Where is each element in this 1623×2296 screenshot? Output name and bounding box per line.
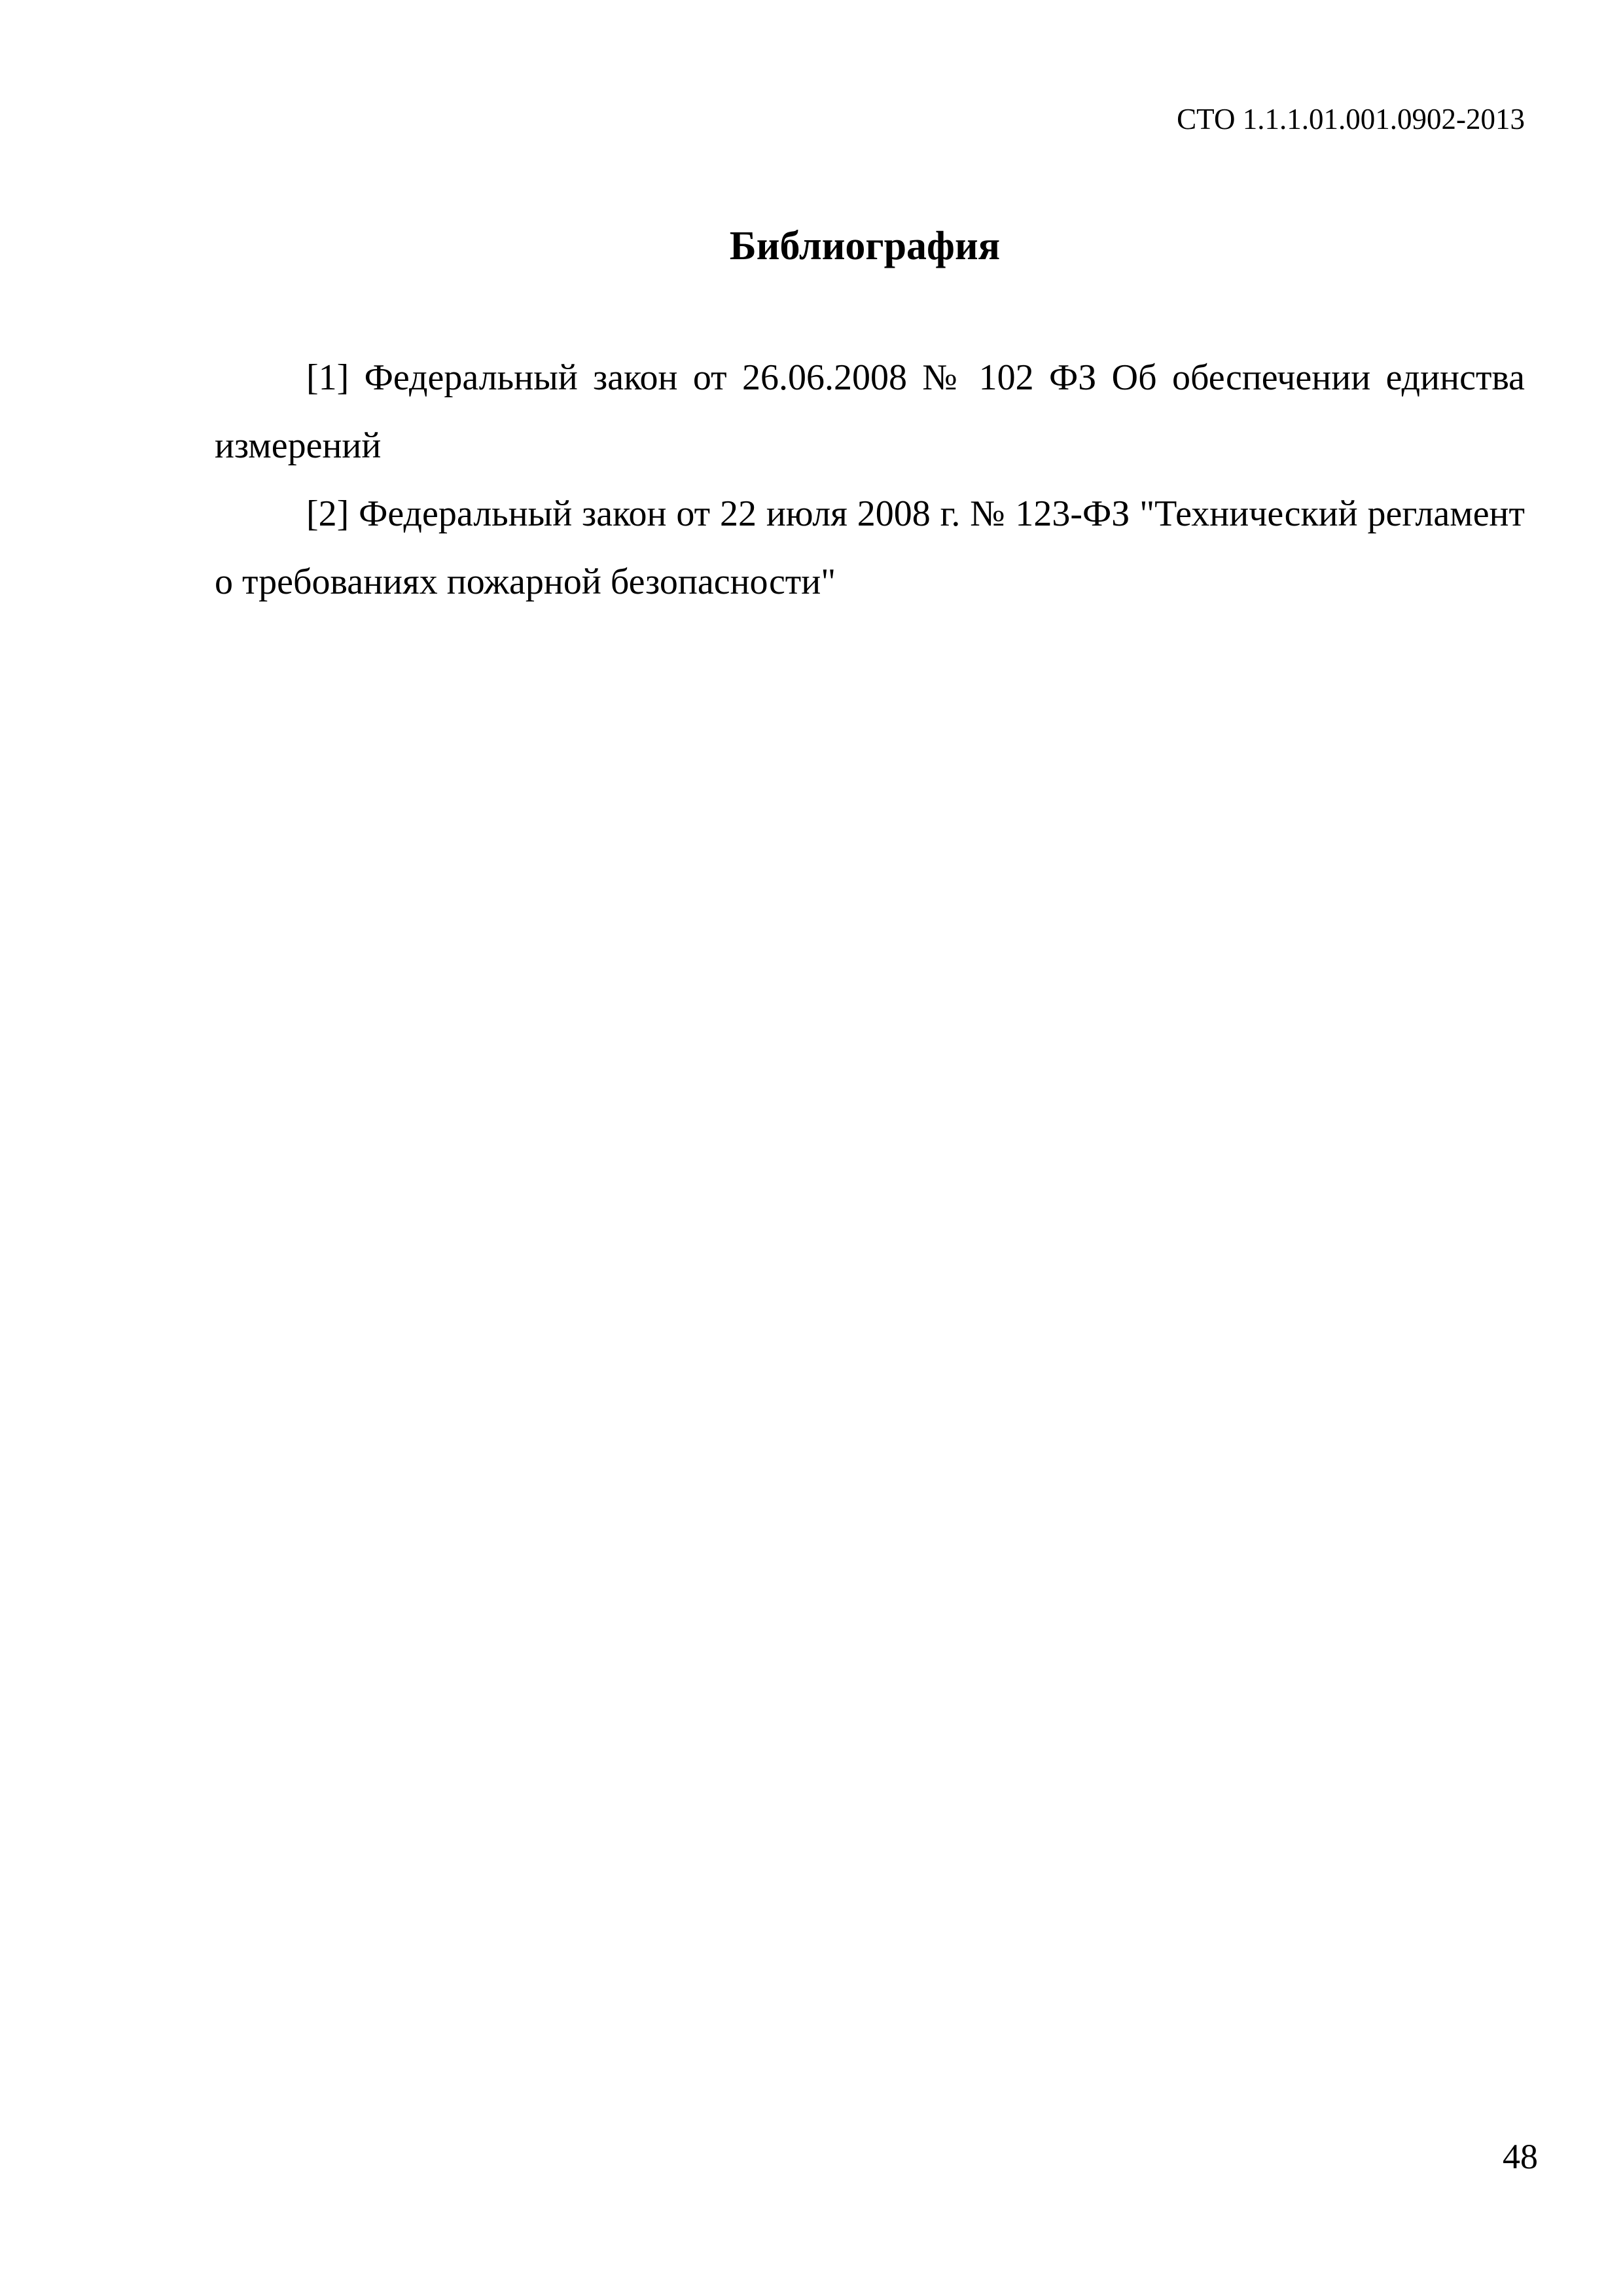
document-code: СТО 1.1.1.01.001.0902-2013 [1177, 103, 1525, 135]
bibliography-list [215, 344, 1525, 616]
bibliography-entry-1: [1] Федеральный закон от 26.06.2008 № 102 ФЗ Об обеспечении единства измерений [215, 357, 1525, 466]
section-title: Библиография [729, 224, 1001, 268]
page-number: 48 [1503, 2137, 1538, 2176]
bibliography-entry-2: [2] Федеральный закон от 22 июля 2008 г. № 123-ФЗ "Технический регламент о требованиях пожарной безопасности" [215, 493, 1525, 602]
